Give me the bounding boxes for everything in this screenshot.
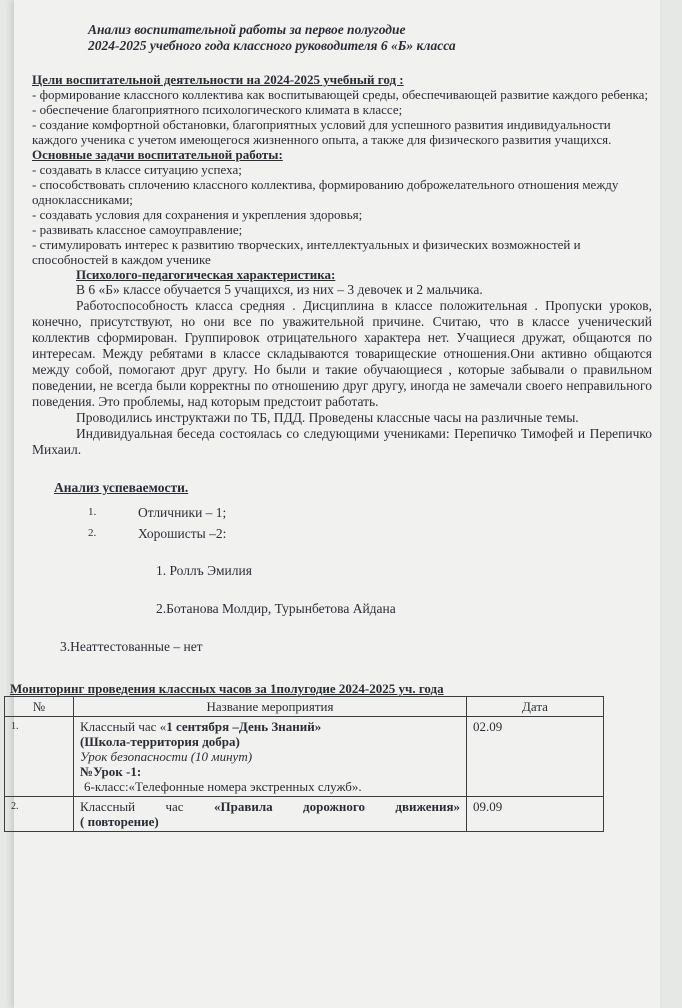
table-row	[5, 717, 604, 797]
goal-item: - создание комфортной обстановки, благоприятных условий для успешного развития индивидуальности каждого ученика с учетом имеющегося жизненного опыта, а также для физического развития учащихся.	[32, 117, 612, 147]
title-line-1: Анализ воспитательной работы за первое полугодие	[88, 22, 406, 37]
instructions-paragraph: Проводились инструктажи по ТБ, ПДД. Проведены классные часы на различные темы.	[76, 410, 579, 425]
list-item	[32, 526, 652, 541]
row-name-topic: 6-класс:«Телефонные номера экстренных служб».	[84, 779, 362, 794]
row-name-subtitle: (Школа-территория добра)	[80, 734, 240, 749]
row-name-subtitle: ( повторение)	[80, 814, 159, 829]
row-name	[74, 717, 467, 797]
row-name-safety: Урок безопасности (10 минут)	[80, 749, 253, 764]
tasks-heading: Основные задачи воспитательной работы:	[32, 147, 283, 162]
header-num: №	[5, 697, 74, 717]
goals-section	[32, 72, 652, 147]
document-page	[10, 22, 652, 832]
progress-section	[32, 480, 652, 655]
list-item	[32, 505, 652, 520]
psych-heading: Психолого-педагогическая характеристика:	[76, 267, 336, 282]
task-item: - стимулировать интерес к развитию творческих, интеллектуальных и физических возможностей и способностей в каждом ученике	[32, 237, 581, 267]
monitoring-table	[4, 696, 604, 832]
list-number: 1.	[88, 506, 97, 518]
row-name	[74, 797, 467, 832]
task-item: - создавать в классе ситуацию успеха;	[32, 162, 242, 177]
header-name: Название мероприятия	[74, 697, 467, 717]
non-attested: 3.Неаттестованные – нет	[60, 639, 203, 654]
row-name-lesson: №Урок -1:	[80, 764, 142, 779]
list-text: Отличники – 1;	[138, 505, 227, 520]
task-item: - создавать условия для сохранения и укрепления здоровья;	[32, 207, 363, 222]
students-list	[32, 563, 652, 655]
row-num: 1.	[5, 717, 74, 797]
row-name-title: «Правила дорожного движения»	[213, 799, 461, 814]
goals-heading: Цели воспитательной деятельности на 2024-2025 учебный год :	[32, 72, 404, 87]
conversation-paragraph: Индивидуальная беседа состоялась со следующими учениками: Перепичко Тимофей и Перепичко Михаил.	[32, 426, 652, 457]
row-num: 2.	[5, 797, 74, 832]
row-date: 09.09	[467, 797, 604, 832]
psych-section	[32, 267, 652, 458]
monitoring-section	[10, 681, 652, 832]
class-count-paragraph: В 6 «Б» классе обучается 5 учащихся, из них – 3 девочек и 2 мальчика.	[76, 282, 483, 297]
characteristic-paragraph: Работоспособность класса средняя . Дисциплина в классе положительная . Пропуски уроков, конечно, присутствуют, но они все по уважительной причине. Считаю, что в классе ученический коллектив сформирован. Группировок отрицательного характера нет. Учащиеся дружат, общаются по интересам. Между ребятами в классе складываются товарищеские отношения.Они активно общаются между собой, помогают друг другу. Но были и такие обучающиеся , которые забывали о правильном поведении, не всегда были корректны по отношению друг другу, иногда не замечали своего неправильного поведения. Это проблемы, над которым предстоит работать.	[32, 298, 652, 409]
table-header-row	[5, 697, 604, 717]
tasks-section	[32, 147, 652, 267]
document-title	[88, 22, 652, 54]
table-row	[5, 797, 604, 832]
row-name-prefix: Классный час «	[80, 719, 167, 734]
row-name-prefix: Классный час	[80, 799, 184, 814]
task-item: - развивать классное самоуправление;	[32, 222, 243, 237]
goal-item: - формирование классного коллектива как воспитывающей среды, обеспечивающей развитие каждого ребенка;	[32, 87, 649, 102]
row-date: 02.09	[467, 717, 604, 797]
excellent-student: 1. Роллъ Эмилия	[156, 563, 252, 578]
task-item: - способствовать сплочению классного коллектива, формированию доброжелательного отношения между одноклассниками;	[32, 177, 619, 207]
progress-heading: Анализ успеваемости.	[54, 480, 189, 495]
title-line-2: 2024-2025 учебного года классного руководителя 6 «Б» класса	[88, 38, 456, 53]
good-students: 2.Ботанова Молдир, Турынбетова Айдана	[156, 601, 396, 616]
list-number: 2.	[88, 527, 97, 539]
header-date: Дата	[467, 697, 604, 717]
monitoring-title: Мониторинг проведения классных часов за 1полугодие 2024-2025 уч. года	[10, 681, 444, 696]
list-text: Хорошисты –2:	[138, 526, 227, 541]
goal-item: - обеспечение благоприятного психологического климата в классе;	[32, 102, 403, 117]
row-name-title: 1 сентября –День Знаний»	[166, 719, 322, 734]
